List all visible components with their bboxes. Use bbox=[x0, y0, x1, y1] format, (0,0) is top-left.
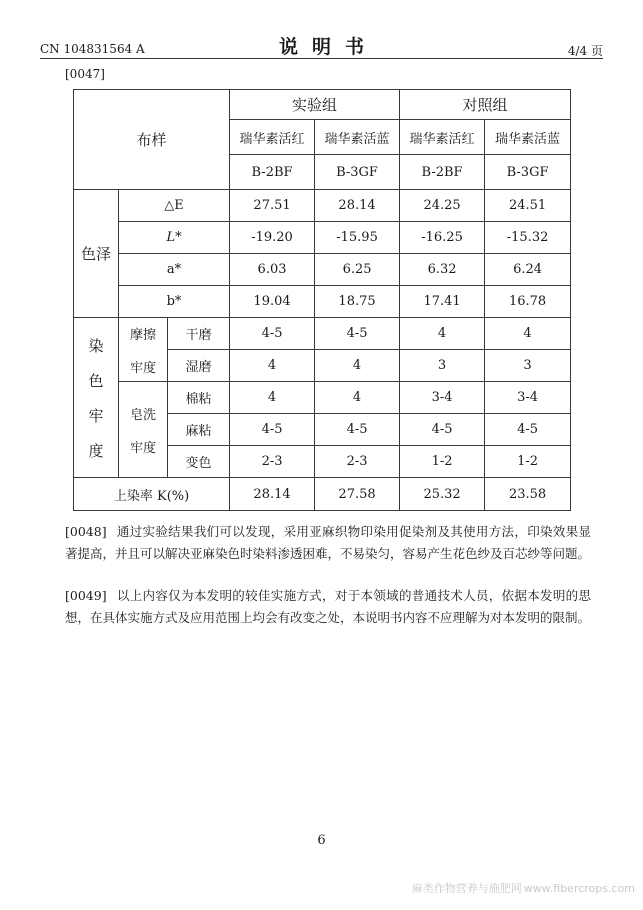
table-cell: 6.32 bbox=[400, 254, 485, 286]
table-cell: 4-5 bbox=[400, 414, 485, 446]
paragraph-id-0048: [0048] bbox=[65, 524, 107, 539]
row-label-b: b* bbox=[119, 286, 230, 318]
col3-name: 瑞华素活红 bbox=[400, 120, 485, 155]
paragraph-text-0048: 通过实验结果我们可以发现，采用亚麻织物印染用促染剂及其使用方法，印染效果显著提高，并且可以解决亚麻染色时染料渗透困难，不易染匀，容易产生花色纱及百芯纱等问题。 bbox=[65, 524, 591, 561]
table-cell: 4-5 bbox=[315, 414, 400, 446]
row-label-color-change: 变色 bbox=[168, 446, 230, 478]
table-cell: 3-4 bbox=[485, 382, 571, 414]
page-number: 6 bbox=[317, 833, 326, 848]
table-cell: 24.51 bbox=[485, 190, 571, 222]
col4-code: B-3GF bbox=[485, 155, 571, 190]
doc-number: CN 104831564 A bbox=[40, 42, 145, 56]
table-cell: 1-2 bbox=[485, 446, 571, 478]
color-group-label: 色泽 bbox=[74, 190, 119, 318]
table-cell: -19.20 bbox=[230, 222, 315, 254]
table-cell: 25.32 bbox=[400, 478, 485, 511]
col3-code: B-2BF bbox=[400, 155, 485, 190]
table-cell: 28.14 bbox=[230, 478, 315, 511]
table-cell: 4 bbox=[230, 382, 315, 414]
table-cell: 4-5 bbox=[485, 414, 571, 446]
row-label-dry-rub: 干磨 bbox=[168, 318, 230, 350]
table-cell: 19.04 bbox=[230, 286, 315, 318]
table-cell: 4-5 bbox=[230, 414, 315, 446]
rub-fastness-line: 牢度 bbox=[129, 360, 156, 376]
watermark-text-en: www.fibercrops.com bbox=[523, 882, 635, 895]
paragraph-id-0047: [0047] bbox=[65, 67, 105, 81]
row-label-delta-e: △E bbox=[119, 190, 230, 222]
col2-code: B-3GF bbox=[315, 155, 400, 190]
col1-code: B-2BF bbox=[230, 155, 315, 190]
col1-name: 瑞华素活红 bbox=[230, 120, 315, 155]
header-rule bbox=[40, 58, 603, 59]
table-cell: 6.25 bbox=[315, 254, 400, 286]
table-cell: 18.75 bbox=[315, 286, 400, 318]
row-label-l: L* bbox=[119, 222, 230, 254]
table-cell: 4-5 bbox=[315, 318, 400, 350]
table-cell: 3-4 bbox=[400, 382, 485, 414]
paragraph-0049 bbox=[65, 585, 591, 628]
paragraph-0048 bbox=[65, 521, 591, 564]
table-cell: 2-3 bbox=[230, 446, 315, 478]
results-table bbox=[73, 89, 571, 511]
wash-fastness-line: 皂洗 bbox=[129, 407, 156, 423]
fastness-char: 牢 bbox=[88, 406, 104, 425]
table-cell: 3 bbox=[485, 350, 571, 382]
table-cell: 2-3 bbox=[315, 446, 400, 478]
table-cell: -15.95 bbox=[315, 222, 400, 254]
group-control: 对照组 bbox=[400, 90, 571, 120]
table-cell: 4 bbox=[315, 382, 400, 414]
table-cell: -16.25 bbox=[400, 222, 485, 254]
page-info: 4/4 页 bbox=[567, 44, 603, 58]
col4-name: 瑞华素活蓝 bbox=[485, 120, 571, 155]
table-cell: 17.41 bbox=[400, 286, 485, 318]
table-cell: 27.51 bbox=[230, 190, 315, 222]
paragraph-id-0049: [0049] bbox=[65, 588, 107, 603]
fastness-char: 染 bbox=[88, 336, 104, 355]
row-label-a: a* bbox=[119, 254, 230, 286]
page-title: 说明书 bbox=[278, 36, 378, 58]
fastness-char: 色 bbox=[88, 371, 104, 390]
table-cell: 24.25 bbox=[400, 190, 485, 222]
row-label-wet-rub: 湿磨 bbox=[168, 350, 230, 382]
table-cell: 28.14 bbox=[315, 190, 400, 222]
watermark-text-cn: 麻类作物营养与施肥网 bbox=[411, 882, 522, 895]
fastness-group-label bbox=[74, 318, 119, 478]
table-cell: 4 bbox=[230, 350, 315, 382]
paragraph-text-0049: 以上内容仅为本发明的较佳实施方式，对于本领域的普通技术人员，依据本发明的思想，在具体实施方式及应用范围上均会有改变之处，本说明书内容不应理解为对本发明的限制。 bbox=[65, 588, 591, 625]
table-cell: 4 bbox=[400, 318, 485, 350]
watermark bbox=[412, 880, 635, 896]
table-cell: 4 bbox=[315, 350, 400, 382]
rub-fastness-line: 摩擦 bbox=[129, 327, 156, 343]
col2-name: 瑞华素活蓝 bbox=[315, 120, 400, 155]
table-cell: 4 bbox=[485, 318, 571, 350]
row-label-linen-stain: 麻粘 bbox=[168, 414, 230, 446]
rub-fastness-label bbox=[119, 318, 168, 382]
row-label-cotton-stain: 棉粘 bbox=[168, 382, 230, 414]
table-cell: 23.58 bbox=[485, 478, 571, 511]
row-header-sample: 布样 bbox=[74, 90, 230, 190]
table-cell: 3 bbox=[400, 350, 485, 382]
table-cell: 1-2 bbox=[400, 446, 485, 478]
table-cell: -15.32 bbox=[485, 222, 571, 254]
table-cell: 6.03 bbox=[230, 254, 315, 286]
table-cell: 16.78 bbox=[485, 286, 571, 318]
group-experiment: 实验组 bbox=[230, 90, 400, 120]
table-cell: 4-5 bbox=[230, 318, 315, 350]
wash-fastness-label bbox=[119, 382, 168, 478]
table-cell: 27.58 bbox=[315, 478, 400, 511]
fastness-char: 度 bbox=[88, 441, 104, 460]
table-cell: 6.24 bbox=[485, 254, 571, 286]
row-label-uptake: 上染率 K(%) bbox=[74, 478, 230, 511]
wash-fastness-line: 牢度 bbox=[129, 440, 156, 456]
